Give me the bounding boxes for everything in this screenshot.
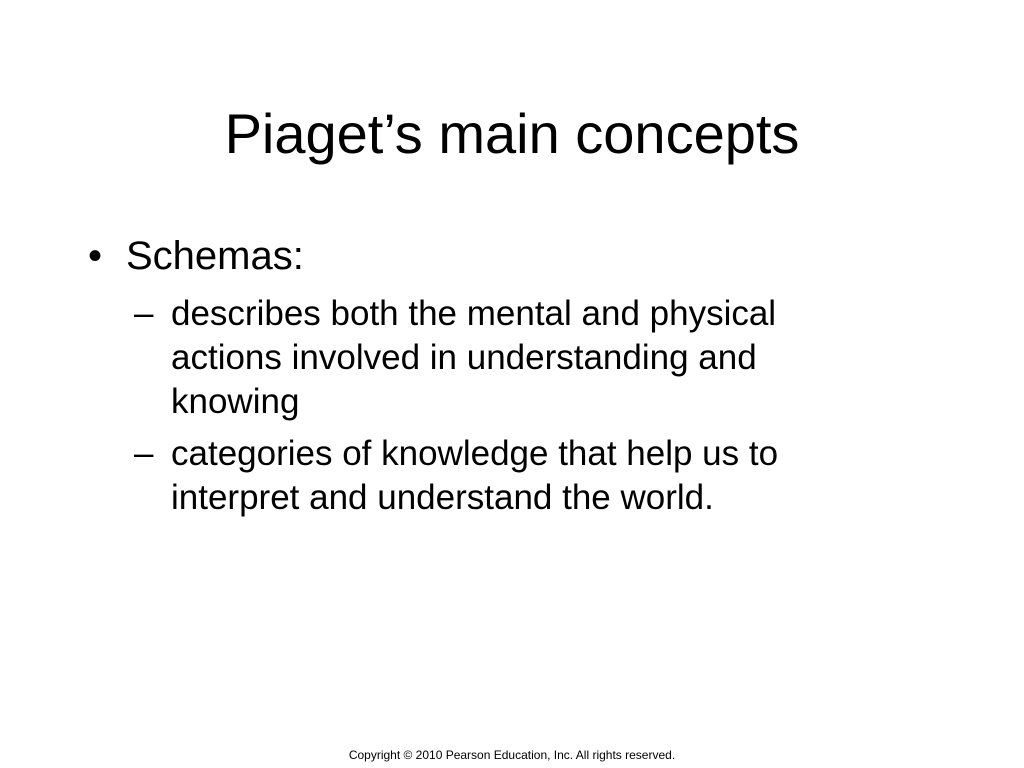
bullet-text: Schemas: <box>126 234 304 278</box>
sub-bullet-text: categories of knowledge that help us to interpret and understand the world. <box>171 434 779 517</box>
slide-title: Piaget’s main concepts <box>224 102 800 165</box>
bullet-schemas <box>88 230 888 282</box>
sub-bullet-text: describes both the mental and physical actions involved in understanding and knowing <box>171 294 777 421</box>
slide-content <box>88 230 888 528</box>
sub-bullet-item <box>134 292 834 424</box>
sub-bullet-item <box>134 432 834 520</box>
dash-marker: – <box>134 294 154 333</box>
dash-marker: – <box>134 434 154 473</box>
sub-bullet-list <box>134 292 834 520</box>
copyright-footer: Copyright © 2010 Pearson Education, Inc. All rights reserved. <box>348 748 676 762</box>
bullet-marker: • <box>88 234 103 278</box>
